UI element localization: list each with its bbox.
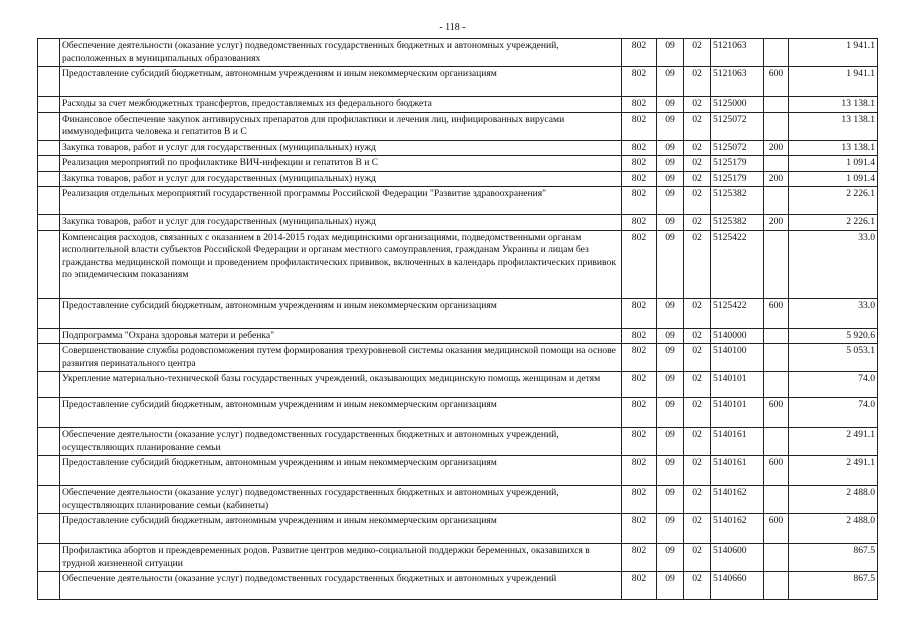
row-expense-type-cell [764,156,789,172]
table-row [38,372,878,398]
row-subsection-code-cell: 02 [684,67,711,97]
row-section-code-cell: 09 [657,398,684,428]
row-name-cell: Предоставление субсидий бюджетным, автономным учреждениям и иным некоммерческим организациям [60,67,622,97]
row-section-code-cell: 09 [657,486,684,514]
table-row [38,456,878,486]
row-target-article-cell: 5125422 [711,230,764,298]
row-admin-code-cell: 802 [622,328,657,344]
row-name-cell: Предоставление субсидий бюджетным, автономным учреждениям и иным некоммерческим организациям [60,456,622,486]
table-row [38,344,878,372]
row-marker-cell [38,230,60,298]
row-subsection-code-cell: 02 [684,514,711,544]
table-row [38,140,878,156]
row-target-article-cell: 5121063 [711,39,764,67]
row-name-cell: Расходы за счет межбюджетных трансфертов, предоставляемых из федерального бюджета [60,97,622,113]
row-subsection-code-cell: 02 [684,97,711,113]
row-section-code-cell: 09 [657,230,684,298]
row-admin-code-cell: 802 [622,187,657,215]
table-row [38,187,878,215]
row-expense-type-cell [764,39,789,67]
row-admin-code-cell: 802 [622,298,657,328]
row-marker-cell [38,187,60,215]
table-row [38,544,878,572]
row-subsection-code-cell: 02 [684,140,711,156]
row-sum-cell: 74.0 [789,398,878,428]
row-name-cell: Обеспечение деятельности (оказание услуг) подведомственных государственных бюджетных и автономных учреждений [60,572,622,600]
row-expense-type-cell [764,328,789,344]
table-row [38,298,878,328]
row-marker-cell [38,372,60,398]
row-sum-cell: 5 920.6 [789,328,878,344]
table-row [38,428,878,456]
row-name-cell: Подпрограмма "Охрана здоровья матери и ребенка" [60,328,622,344]
row-subsection-code-cell: 02 [684,544,711,572]
row-name-cell: Закупка товаров, работ и услуг для государственных (муниципальных) нужд [60,215,622,231]
row-target-article-cell: 5125000 [711,97,764,113]
row-marker-cell [38,544,60,572]
table-row [38,514,878,544]
row-subsection-code-cell: 02 [684,298,711,328]
row-marker-cell [38,398,60,428]
row-section-code-cell: 09 [657,344,684,372]
row-section-code-cell: 09 [657,171,684,187]
row-subsection-code-cell: 02 [684,112,711,140]
row-name-cell: Реализация мероприятий по профилактике ВИЧ-инфекции и гепатитов В и С [60,156,622,172]
row-name-cell: Предоставление субсидий бюджетным, автономным учреждениям и иным некоммерческим организациям [60,514,622,544]
row-target-article-cell: 5140101 [711,398,764,428]
row-section-code-cell: 09 [657,298,684,328]
row-sum-cell: 1 941.1 [789,39,878,67]
row-name-cell: Укрепление материально-технической базы государственных учреждений, оказывающих медицинскую помощь женщинам и детям [60,372,622,398]
row-target-article-cell: 5125382 [711,187,764,215]
row-name-cell: Обеспечение деятельности (оказание услуг) подведомственных государственных бюджетных и автономных учреждений, осуществляющих планирование семьи [60,428,622,456]
row-target-article-cell: 5140100 [711,344,764,372]
row-name-cell: Закупка товаров, работ и услуг для государственных (муниципальных) нужд [60,140,622,156]
table-row [38,112,878,140]
row-marker-cell [38,456,60,486]
row-expense-type-cell [764,486,789,514]
row-expense-type-cell [764,344,789,372]
row-admin-code-cell: 802 [622,486,657,514]
table-row [38,230,878,298]
row-name-cell: Предоставление субсидий бюджетным, автономным учреждениям и иным некоммерческим организациям [60,398,622,428]
row-sum-cell: 33.0 [789,298,878,328]
row-admin-code-cell: 802 [622,344,657,372]
row-sum-cell: 74.0 [789,372,878,398]
row-sum-cell: 1 091.4 [789,171,878,187]
row-expense-type-cell: 600 [764,456,789,486]
row-marker-cell [38,67,60,97]
row-expense-type-cell [764,544,789,572]
row-marker-cell [38,156,60,172]
row-admin-code-cell: 802 [622,544,657,572]
row-target-article-cell: 5140162 [711,514,764,544]
row-section-code-cell: 09 [657,112,684,140]
row-expense-type-cell [764,112,789,140]
row-section-code-cell: 09 [657,156,684,172]
table-row [38,156,878,172]
table-row [38,486,878,514]
row-expense-type-cell: 600 [764,514,789,544]
row-section-code-cell: 09 [657,215,684,231]
row-section-code-cell: 09 [657,456,684,486]
row-sum-cell: 2 226.1 [789,215,878,231]
row-marker-cell [38,97,60,113]
table-row [38,171,878,187]
row-sum-cell: 867.5 [789,544,878,572]
row-marker-cell [38,428,60,456]
row-target-article-cell: 5140161 [711,428,764,456]
row-target-article-cell: 5140660 [711,572,764,600]
row-sum-cell: 13 138.1 [789,140,878,156]
row-target-article-cell: 5125382 [711,215,764,231]
row-subsection-code-cell: 02 [684,230,711,298]
row-target-article-cell: 5140000 [711,328,764,344]
table-row [38,67,878,97]
row-marker-cell [38,140,60,156]
row-sum-cell: 33.0 [789,230,878,298]
row-admin-code-cell: 802 [622,398,657,428]
row-expense-type-cell [764,97,789,113]
row-target-article-cell: 5140101 [711,372,764,398]
page-number: - 118 - [439,22,466,33]
row-target-article-cell: 5140161 [711,456,764,486]
row-name-cell: Предоставление субсидий бюджетным, автономным учреждениям и иным некоммерческим организациям [60,298,622,328]
row-section-code-cell: 09 [657,187,684,215]
row-admin-code-cell: 802 [622,230,657,298]
row-subsection-code-cell: 02 [684,344,711,372]
table-row [38,39,878,67]
table-row [38,215,878,231]
row-section-code-cell: 09 [657,140,684,156]
budget-table-body [38,39,878,600]
row-sum-cell: 867.5 [789,572,878,600]
row-admin-code-cell: 802 [622,140,657,156]
row-admin-code-cell: 802 [622,372,657,398]
row-expense-type-cell: 200 [764,140,789,156]
row-marker-cell [38,39,60,67]
row-subsection-code-cell: 02 [684,372,711,398]
row-subsection-code-cell: 02 [684,486,711,514]
row-admin-code-cell: 802 [622,112,657,140]
row-sum-cell: 2 488.0 [789,514,878,544]
row-section-code-cell: 09 [657,97,684,113]
row-expense-type-cell: 200 [764,171,789,187]
row-subsection-code-cell: 02 [684,156,711,172]
row-marker-cell [38,486,60,514]
row-admin-code-cell: 802 [622,456,657,486]
row-marker-cell [38,572,60,600]
row-name-cell: Финансовое обеспечение закупок антивирусных препаратов для профилактики и лечения лиц, инфицированных вирусами иммунодефицита человека и гепатитов В и С [60,112,622,140]
row-subsection-code-cell: 02 [684,328,711,344]
table-row [38,398,878,428]
row-subsection-code-cell: 02 [684,456,711,486]
row-target-article-cell: 5125072 [711,112,764,140]
row-expense-type-cell [764,187,789,215]
row-expense-type-cell [764,572,789,600]
row-section-code-cell: 09 [657,67,684,97]
row-target-article-cell: 5125179 [711,171,764,187]
budget-table [37,38,878,600]
row-marker-cell [38,328,60,344]
row-name-cell: Обеспечение деятельности (оказание услуг) подведомственных государственных бюджетных и автономных учреждений, осуществляющих планирование семьи (кабинеты) [60,486,622,514]
row-target-article-cell: 5125179 [711,156,764,172]
table-row [38,572,878,600]
row-sum-cell: 1 091.4 [789,156,878,172]
row-section-code-cell: 09 [657,572,684,600]
row-sum-cell: 13 138.1 [789,97,878,113]
table-row [38,97,878,113]
row-target-article-cell: 5140600 [711,544,764,572]
row-admin-code-cell: 802 [622,428,657,456]
row-sum-cell: 2 488.0 [789,486,878,514]
row-marker-cell [38,298,60,328]
row-admin-code-cell: 802 [622,39,657,67]
row-expense-type-cell: 600 [764,67,789,97]
row-subsection-code-cell: 02 [684,398,711,428]
row-name-cell: Реализация отдельных мероприятий государственной программы Российской Федерации "Развитие здравоохранения" [60,187,622,215]
row-marker-cell [38,344,60,372]
table-row [38,328,878,344]
row-name-cell: Профилактика абортов и преждевременных родов. Развитие центров медико-социальной поддержки беременных, оказавшихся в трудной жизненной ситуации [60,544,622,572]
row-target-article-cell: 5121063 [711,67,764,97]
row-subsection-code-cell: 02 [684,428,711,456]
row-target-article-cell: 5125072 [711,140,764,156]
row-subsection-code-cell: 02 [684,171,711,187]
row-sum-cell: 5 053.1 [789,344,878,372]
row-section-code-cell: 09 [657,428,684,456]
row-admin-code-cell: 802 [622,156,657,172]
row-subsection-code-cell: 02 [684,39,711,67]
row-target-article-cell: 5140162 [711,486,764,514]
row-sum-cell: 2 491.1 [789,456,878,486]
row-expense-type-cell: 600 [764,298,789,328]
row-section-code-cell: 09 [657,328,684,344]
row-marker-cell [38,514,60,544]
row-admin-code-cell: 802 [622,97,657,113]
row-sum-cell: 1 941.1 [789,67,878,97]
row-section-code-cell: 09 [657,372,684,398]
row-expense-type-cell: 600 [764,398,789,428]
row-name-cell: Совершенствование службы родовспоможения путем формирования трехуровневой системы оказания медицинской помощи на основе развития перинатального центра [60,344,622,372]
row-name-cell: Обеспечение деятельности (оказание услуг) подведомственных государственных бюджетных и автономных учреждений, расположенных в муниципальных образованиях [60,39,622,67]
row-expense-type-cell [764,230,789,298]
row-admin-code-cell: 802 [622,572,657,600]
row-admin-code-cell: 802 [622,514,657,544]
row-section-code-cell: 09 [657,544,684,572]
row-subsection-code-cell: 02 [684,215,711,231]
row-sum-cell: 2 491.1 [789,428,878,456]
row-name-cell: Компенсация расходов, связанных с оказанием в 2014-2015 годах медицинскими организациями, подведомственными органам исполнительной власти субъектов Российской Федерации и органам местного самоуправления, гражданам Украины и лицам без гражданства медицинской помощи и проведением профилактических прививок, включенных в календарь профилактических прививок по эпидемическим показаниям [60,230,622,298]
row-marker-cell [38,215,60,231]
row-sum-cell: 2 226.1 [789,187,878,215]
row-name-cell: Закупка товаров, работ и услуг для государственных (муниципальных) нужд [60,171,622,187]
row-sum-cell: 13 138.1 [789,112,878,140]
row-section-code-cell: 09 [657,39,684,67]
row-expense-type-cell: 200 [764,215,789,231]
row-section-code-cell: 09 [657,514,684,544]
row-expense-type-cell [764,372,789,398]
row-target-article-cell: 5125422 [711,298,764,328]
row-admin-code-cell: 802 [622,215,657,231]
row-subsection-code-cell: 02 [684,572,711,600]
row-admin-code-cell: 802 [622,171,657,187]
row-admin-code-cell: 802 [622,67,657,97]
row-marker-cell [38,112,60,140]
row-expense-type-cell [764,428,789,456]
row-subsection-code-cell: 02 [684,187,711,215]
row-marker-cell [38,171,60,187]
